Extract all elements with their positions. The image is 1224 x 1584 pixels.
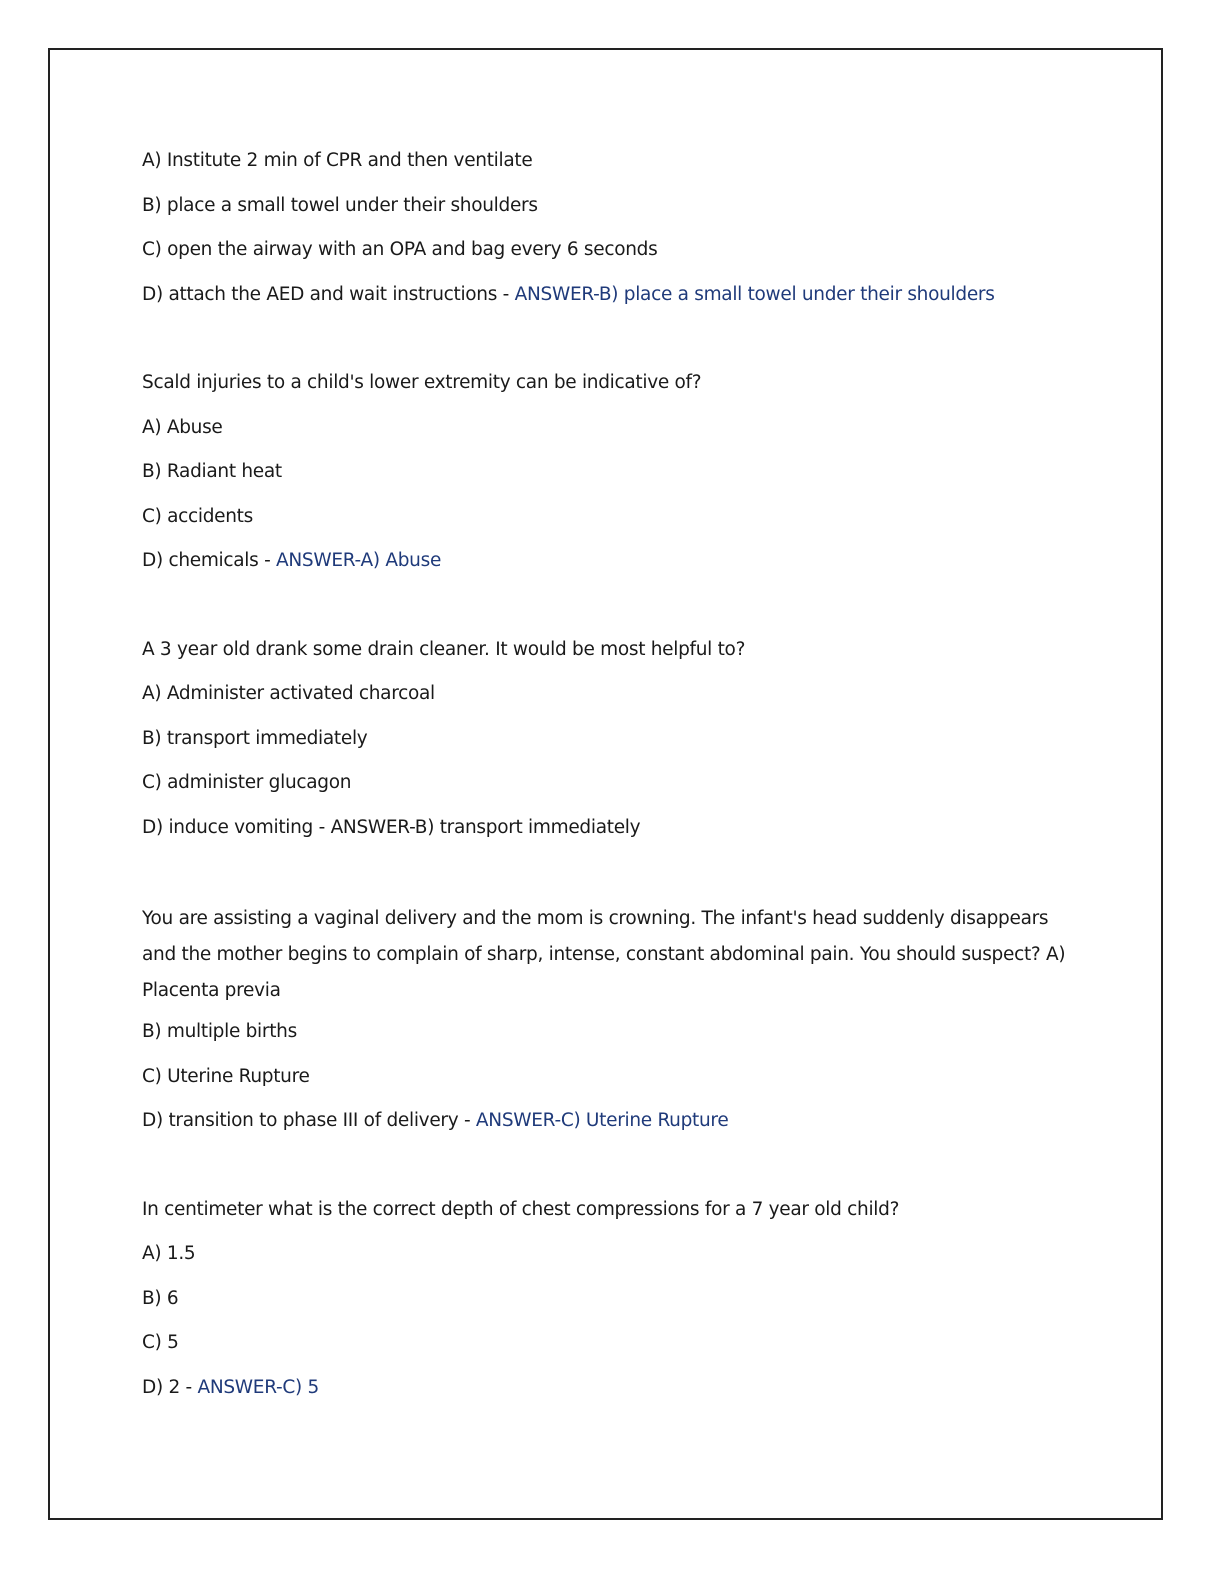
spacer [142,1151,1072,1195]
answer-separator: - [179,1376,198,1398]
option-b: B) multiple births [142,1021,297,1042]
option-d-with-answer [142,1373,1072,1403]
option-d-with-answer [142,280,1072,310]
option-c: C) open the airway with an OPA and bag every 6 seconds [142,239,658,260]
option-c: C) 5 [142,1332,179,1353]
option-a: A) Institute 2 min of CPR and then ventilate [142,150,533,171]
question-text: In centimeter what is the correct depth of chest compressions for a 7 year old child? [142,1198,900,1220]
answer-text: ANSWER-C) 5 [197,1376,319,1398]
spacer [142,324,1072,368]
option-d: D) chemicals [142,550,259,571]
question-text: You are assisting a vaginal delivery and the mom is crowning. The infant's head suddenly disappears and the mother begins to complain of sharp, intense, constant abdominal pain. You should suspect? A) Placenta previa [142,908,1066,1001]
option-d-with-answer [142,546,1072,576]
answer-text: ANSWER-B) place a small towel under their shoulders [514,283,995,305]
option-a: A) Abuse [142,416,223,438]
option-b: B) transport immediately [142,727,368,749]
option-a: A) 1.5 [142,1243,196,1264]
question-text: Scald injuries to a child's lower extremity can be indicative of? [142,372,702,393]
option-d-with-answer [142,813,1072,843]
option-d: D) transition to phase III of delivery [142,1110,459,1131]
option-d: D) induce vomiting [142,816,314,838]
question-block [142,146,1072,310]
question-block [142,1195,1072,1403]
question-text: A 3 year old drank some drain cleaner. It would be most helpful to? [142,638,746,660]
option-b: B) Radiant heat [142,461,282,482]
option-c: C) Uterine Rupture [142,1065,310,1087]
option-d: D) attach the AED and wait instructions [142,283,498,305]
spacer [142,857,1072,901]
question-block [142,635,1072,843]
option-c: C) administer glucagon [142,772,352,793]
answer-separator: - [458,1110,476,1131]
question-block [142,368,1072,576]
answer-text: ANSWER-B) transport immediately [330,816,641,838]
option-b: B) place a small towel under their shoulders [142,194,538,216]
answer-text: ANSWER-A) Abuse [276,550,442,571]
document-content [142,146,1072,1417]
spacer [142,591,1072,635]
option-a: A) Administer activated charcoal [142,683,435,704]
answer-text: ANSWER-C) Uterine Rupture [475,1110,729,1131]
option-d-with-answer [142,1106,1072,1136]
answer-separator: - [258,550,277,571]
option-b: B) 6 [142,1287,179,1309]
option-d: D) 2 [142,1376,180,1398]
option-c: C) accidents [142,505,253,527]
question-block [142,901,1072,1136]
answer-separator: - [313,816,331,838]
answer-separator: - [497,283,515,305]
